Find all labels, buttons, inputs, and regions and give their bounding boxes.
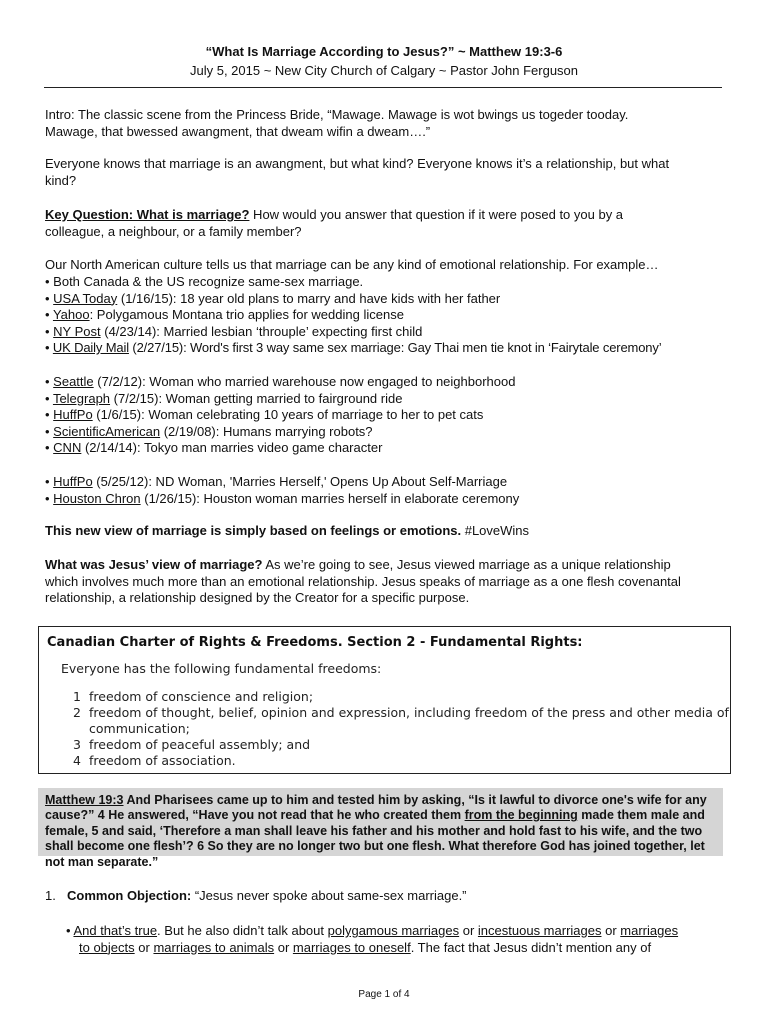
list-item: • UK Daily Mail (2/27/15): Word's first 3 way same sex marriage: Gay Thai men tie knot in ‘Fairytale ceremony’ xyxy=(45,340,662,355)
list-item: • Seattle (7/2/12): Woman who married warehouse now engaged to neighborhood xyxy=(45,374,516,389)
source-link[interactable]: ScientificAmerican xyxy=(53,423,161,439)
source-link[interactable]: UK Daily Mail xyxy=(52,340,129,355)
example-list-2 xyxy=(45,374,735,457)
jesus-view-paragraph: What was Jesus’ view of marriage? As we’re going to see, Jesus viewed marriage as a unique relationship which involves much more than an emotional relationship. Jesus speaks of marriage as a one flesh covenantal relationship, a relationship designed by the Creator for a specific purpose. xyxy=(45,557,681,605)
list-item: • USA Today (1/16/15): 18 year old plans to marry and have kids with her father xyxy=(45,290,501,306)
intro-line: Intro: The classic scene from the Princess Bride, “Mawage. Mawage is wot bwings us togeder tooday. xyxy=(45,107,629,122)
new-view-paragraph: This new view of marriage is simply based on feelings or emotions. #LoveWins xyxy=(45,523,530,538)
list-item: • Yahoo: Polygamous Montana trio applies for wedding license xyxy=(45,307,404,322)
list-item: • Houston Chron (1/26/15): Houston woman marries herself in elaborate ceremony xyxy=(45,490,520,506)
culture-intro: Our North American culture tells us that marriage can be any kind of emotional relationship. For example… xyxy=(45,257,659,272)
source-link[interactable]: HuffPo xyxy=(53,407,93,422)
list-item: • CNN (2/14/14): Tokyo man marries video game character xyxy=(45,440,383,455)
source-link[interactable]: Yahoo xyxy=(52,307,90,322)
example-list-1 xyxy=(45,274,735,357)
objection-heading: 1. Common Objection: “Jesus never spoke about same-sex marriage.” xyxy=(45,888,467,903)
header-divider xyxy=(44,87,722,88)
response-paragraph: • And that’s true. But he also didn’t talk about polygamous marriages or incestuous marriages or marriages to objects or marriages to animals or marriages to oneself. The fact that Jesus didn’t mention any of xyxy=(66,923,679,955)
key-question-text: How would you answer that question if it were posed to you by a xyxy=(249,207,624,222)
sermon-title: “What Is Marriage According to Jesus?” ~ Matthew 19:3-6 xyxy=(205,44,563,59)
key-question-paragraph xyxy=(45,207,725,240)
key-question-label: Key Question: What is marriage? xyxy=(45,207,250,222)
charter-item: 3 freedom of peaceful assembly; and xyxy=(73,737,311,752)
charter-item: 2 freedom of thought, belief, opinion and expression, including freedom of the press and other media of xyxy=(73,705,729,720)
charter-lead: Everyone has the following fundamental freedoms: xyxy=(61,661,382,676)
sermon-subtitle: July 5, 2015 ~ New City Church of Calgary ~ Pastor John Ferguson xyxy=(189,63,579,78)
scripture-reference[interactable]: Matthew 19:3 xyxy=(45,793,124,807)
list-item: • HuffPo (5/25/12): ND Woman, 'Marries Herself,' Opens Up About Self-Marriage xyxy=(45,474,508,489)
source-link[interactable]: Houston Chron xyxy=(53,490,141,506)
scripture-text: Matthew 19:3 And Pharisees came up to him and tested him by asking, “Is it lawful to divorce one's wife for any cause?” 4 He answered, “Have you not read that he who created them from the beginning made them male and female, 5 and said, ‘Therefore a man shall leave his father and his mother and hold fast to his wife, and the two shall become one flesh’? 6 So they are no longer two but one flesh. What therefore God has joined together, let not man separate.” xyxy=(45,793,707,869)
source-link[interactable]: Telegraph xyxy=(52,390,111,406)
charter-item: communication; xyxy=(89,721,190,736)
charter-title: Canadian Charter of Rights & Freedoms. Section 2 - Fundamental Rights: xyxy=(47,635,583,650)
source-link[interactable]: HuffPo xyxy=(53,474,93,489)
page-number: Page 1 of 4 xyxy=(358,989,410,1000)
everyone-line: Everyone knows that marriage is an awangment, but what kind? Everyone knows it’s a relationship, but what xyxy=(45,156,670,171)
everyone-paragraph xyxy=(45,156,725,189)
example-list-3 xyxy=(45,474,735,507)
charter-box xyxy=(38,626,731,774)
charter-item: 1 freedom of conscience and religion; xyxy=(73,689,314,704)
source-link[interactable]: CNN xyxy=(53,440,82,455)
key-question-text: colleague, a neighbour, or a family member? xyxy=(45,223,302,239)
everyone-line: kind? xyxy=(45,172,77,188)
charter-item: 4 freedom of association. xyxy=(73,753,236,768)
intro-paragraph xyxy=(45,107,725,140)
source-link[interactable]: USA Today xyxy=(53,290,118,306)
list-item: • HuffPo (1/6/15): Woman celebrating 10 years of marriage to her to pet cats xyxy=(45,407,484,422)
list-item: • NY Post (4/23/14): Married lesbian ‘throuple’ expecting first child xyxy=(45,323,423,339)
list-item: • Both Canada & the US recognize same-sex marriage. xyxy=(45,274,364,289)
source-link[interactable]: Seattle xyxy=(53,374,94,389)
list-item: • Telegraph (7/2/15): Woman getting married to fairground ride xyxy=(45,390,403,406)
list-item: • ScientificAmerican (2/19/08): Humans marrying robots? xyxy=(45,423,373,439)
source-link[interactable]: NY Post xyxy=(53,323,101,339)
intro-line: Mawage, that bwessed awangment, that dweam wifin a dweam….” xyxy=(45,123,431,139)
